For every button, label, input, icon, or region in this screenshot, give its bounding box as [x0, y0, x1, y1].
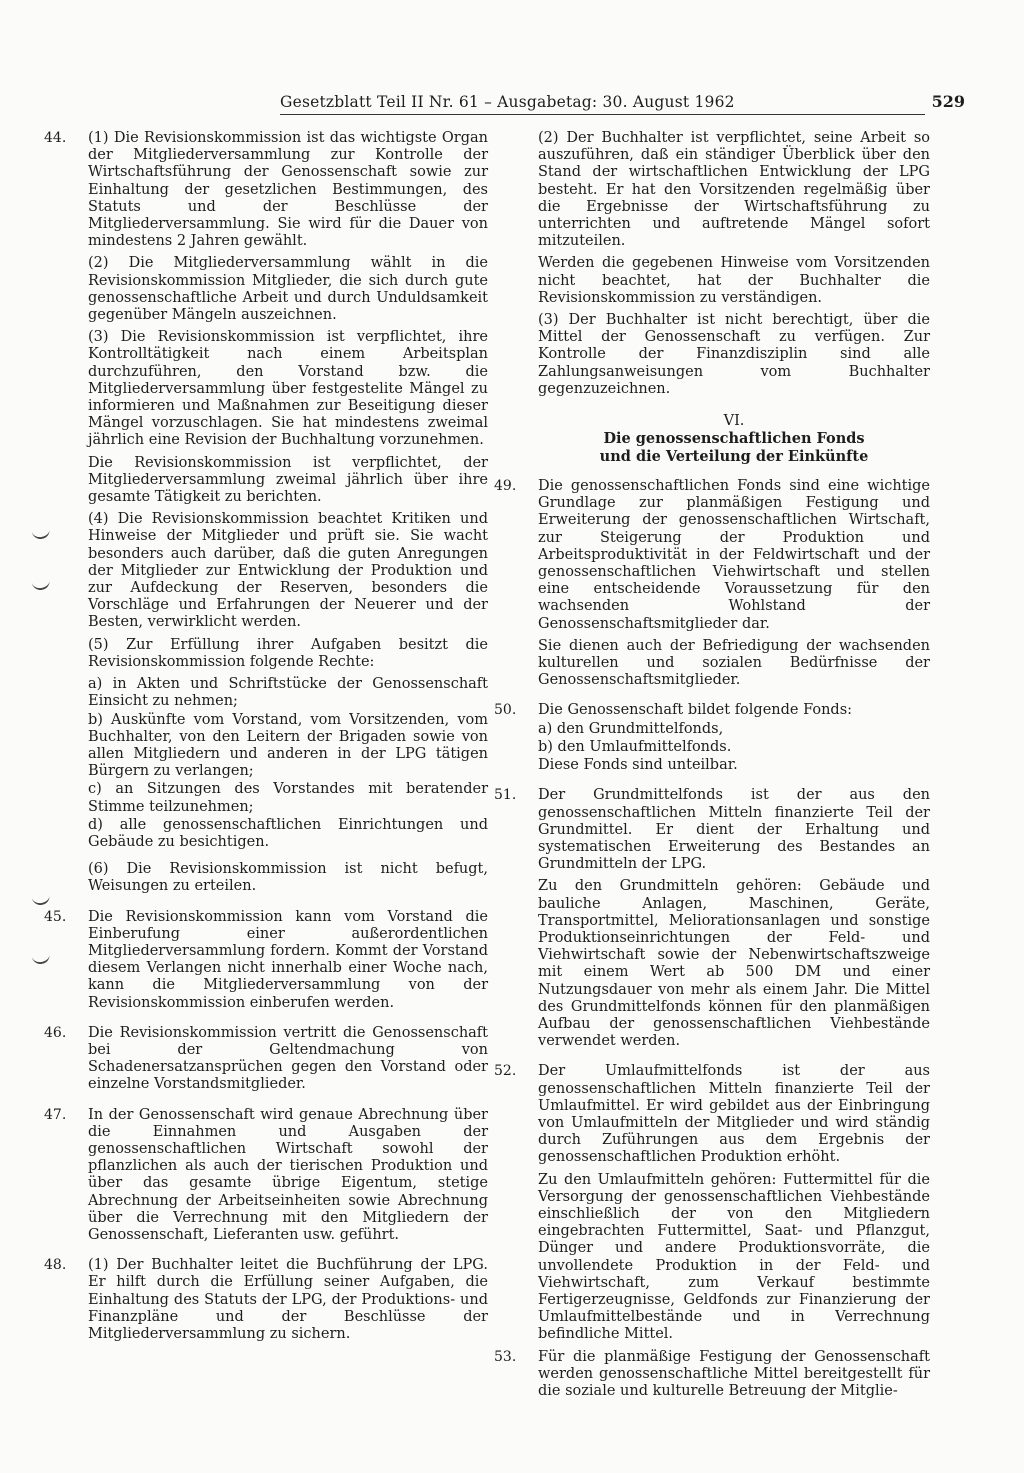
- right-column: [494, 130, 930, 1405]
- article-50: [494, 702, 930, 774]
- paragraph: Zu den Grundmitteln gehören: Gebäude und bauliche Anlagen, Maschinen, Geräte, Transportmittel, Meliorationsanlagen und sonstige Produktionseinrichtungen der Feld- und Viehwirtschaft sowie der Nebenwirtschaftszweige mit einem Wert ab 500 DM und einer Nutzungsdauer von mehr als einem Jahr. Die Mittel des Grundmittelfonds können für den planmäßigen Aufbau der genossenschaftlichen Viehbestände verwendet werden.: [538, 878, 930, 1050]
- paragraph: (2) Die Mitgliederversammlung wählt in die Revisionskommission Mitglieder, die sich durch gute genossenschaftliche Arbeit und durch Unduldsamkeit gegenüber Mängeln auszeichnen.: [88, 255, 488, 324]
- paragraph: Diese Fonds sind unteilbar.: [538, 757, 738, 774]
- paragraph: (1) Die Revisionskommission ist das wichtigste Organ der Mitgliederversammlung zur Kontrolle der Wirtschaftsführung der Genossenschaft sowie zur Einhaltung der gesetzlichen Bestimmungen, des Statuts und der Beschlüsse der Mitgliederversammlung. Sie wird für die Dauer von mindestens 2 Jahren gewählt.: [88, 130, 488, 250]
- margin-check-mark: [31, 577, 50, 591]
- paragraph: Der Umlaufmittelfonds ist der aus genossenschaftlichen Mitteln finanzierte Teil der Umlaufmittel. Er wird gebildet aus der Einbringung von Umlaufmitteln der Mitglieder und wird ständig durch Zuführungen aus dem Ergebnis der genossenschaftlichen Produktion erhöht.: [538, 1063, 930, 1166]
- paragraph: (3) Die Revisionskommission ist verpflichtet, ihre Kontrolltätigkeit nach einem Arbeitsplan durchzuführen, den Vorstand bzw. die Mitgliederversammlung über festgestelite Mängel zu informieren und Maßnahmen zur Beseitigung dieser Mängel vorzuschlagen. Sie hat mindestens zweimal jährlich eine Revision der Buchhaltung vorzunehmen.: [88, 329, 488, 449]
- list-item: c) an Sitzungen des Vorstandes mit beratender Stimme teilzunehmen;: [88, 781, 488, 815]
- article-46: [44, 1024, 488, 1094]
- section-heading: [538, 412, 930, 466]
- paragraph: (3) Der Buchhalter ist nicht berechtigt, über die Mittel der Genossenschaft zu verfügen. Zur Kontrolle der Finanzdisziplin sind alle Zahlungsanweisungen vom Buchhalter gegenzuzeichnen.: [538, 312, 930, 397]
- margin-check-mark: [31, 892, 50, 906]
- left-column: [44, 130, 488, 1348]
- margin-check-mark: [31, 951, 50, 965]
- list-item: a) in Akten und Schriftstücke der Genossenschaft Einsicht zu nehmen;: [88, 676, 488, 710]
- paragraph: Die Revisionskommission vertritt die Genossenschaft bei der Geltendmachung von Schadenersatzansprüchen gegen den Vorstand oder einzelne Vorstandsmitglieder.: [88, 1024, 488, 1093]
- paragraph: Die genossenschaftlichen Fonds sind eine wichtige Grundlage zur planmäßigen Festigung und Erweiterung der genossenschaftlichen Wirtschaft, zur Steigerung der Produktion und Arbeitsproduktivität in der Feldwirtschaft und der genossenschaftlichen Viehwirtschaft und stellen eine entscheidende Voraussetzung für den wachsenden Wohlstand der Genossenschaftsmitglieder dar.: [538, 478, 930, 632]
- paragraph: (4) Die Revisionskommission beachtet Kritiken und Hinweise der Mitglieder und prüft sie. Sie wacht besonders auch darüber, daß die guten Anregungen der Mitglieder zur Entwicklung der Produktion und zur Aufdeckung der Reserven, besonders die Vorschläge und Erfahrungen der Neuerer und der Besten, verwirklicht werden.: [88, 511, 488, 631]
- paragraph: Für die planmäßige Festigung der Genossenschaft werden genossenschaftliche Mittel bereitgestellt für die soziale und kulturelle Betreuung der Mitglie-: [538, 1348, 930, 1399]
- article-number: 53.: [494, 1348, 517, 1365]
- article-number: 48.: [44, 1257, 67, 1274]
- page-header: [280, 92, 965, 115]
- article-number: 45.: [44, 908, 67, 925]
- section-title-line: Die genossenschaftlichen Fonds: [603, 430, 865, 448]
- paragraph: Die Genossenschaft bildet folgende Fonds:: [538, 702, 853, 719]
- list-item: d) alle genossenschaftlichen Einrichtungen und Gebäude zu besichtigen.: [88, 816, 488, 850]
- article-number: 50.: [494, 702, 517, 719]
- paragraph: (6) Die Revisionskommission ist nicht befugt, Weisungen zu erteilen.: [88, 861, 488, 895]
- article-53: [494, 1348, 930, 1401]
- article-number: 46.: [44, 1024, 67, 1041]
- paragraph: (2) Der Buchhalter ist verpflichtet, seine Arbeit so auszuführen, daß ein ständiger Überblick über den Stand der wirtschaftlichen Entwicklung der LPG besteht. Er hat den Vorsitzenden regelmäßig über die Ergebnisse der Wirtschaftsführung zu unterrichten und auftretende Mängel sofort mitzuteilen.: [538, 130, 930, 250]
- list-item: b) den Umlaufmittelfonds.: [538, 738, 732, 755]
- article-47: [44, 1106, 488, 1245]
- article-number: 51.: [494, 787, 517, 804]
- article-44: [44, 130, 488, 896]
- paragraph: Die Revisionskommission ist verpflichtet, der Mitgliederversammlung zweimal jährlich über ihre gesamte Tätigkeit zu berichten.: [88, 454, 488, 506]
- paragraph: Werden die gegebenen Hinweise vom Vorsitzenden nicht beachtet, hat der Buchhalter die Revisionskommission zu verständigen.: [538, 255, 930, 306]
- paragraph: Zu den Umlaufmitteln gehören: Futtermittel für die Versorgung der genossenschaftlichen Viehbestände einschließlich der von den Mitgliedern eingebrachten Futtermittel, Saat- und Pflanzgut, Dünger und andere Produktionsvorräte, die unvollendete Produktion in der Feld- und Viehwirtschaft, zum Verkauf bestimmte Fertigerzeugnisse, Geldfonds zur Finanzierung der Umlaufmittelbestände und in Verrechnung befindliche Mittel.: [538, 1171, 930, 1343]
- paragraph: In der Genossenschaft wird genaue Abrechnung über die Einnahmen und Ausgaben der genossenschaftlichen Wirtschaft sowohl der pflanzlichen als auch der tierischen Produktion und über das gesamte übrige Eigentum, stetige Abrechnung der Arbeitseinheiten sowie Abrechnung über die Verrechnung mit den Mitgliedern der Genossenschaft, Lieferanten usw. geführt.: [88, 1106, 488, 1243]
- paragraph: Der Grundmittelfonds ist der aus den genossenschaftlichen Mitteln finanzierte Teil der Grundmittel. Er dient der Erhaltung und systematischen Erweiterung des Bestandes an Grundmitteln der LPG.: [538, 787, 930, 873]
- article-48: [44, 1257, 488, 1343]
- page-number: 529: [931, 92, 965, 111]
- article-number: 44.: [44, 130, 67, 146]
- article-52: [494, 1063, 930, 1343]
- article-number: 52.: [494, 1063, 517, 1080]
- paragraph: Die Revisionskommission kann vom Vorstand die Einberufung einer außerordentlichen Mitgliederversammlung fordern. Kommt der Vorstand diesem Verlangen nicht innerhalb einer Woche nach, kann die Mitgliederversammlung von der Revisionskommission einberufen werden.: [88, 908, 488, 1011]
- article-49: [494, 478, 930, 689]
- list-item: b) Auskünfte vom Vorstand, vom Vorsitzenden, vom Buchhalter, von den Leitern der Brigaden sowie von allen Mitgliedern und anderen in der LPG tätigen Bürgern zu verlangen;: [88, 711, 488, 780]
- section-title-line: und die Verteilung der Einkünfte: [599, 448, 869, 466]
- header-title: Gesetzblatt Teil II Nr. 61 – Ausgabetag: 30. August 1962: [280, 93, 735, 111]
- article-number: 49.: [494, 478, 517, 495]
- paragraph: Sie dienen auch der Befriedigung der wachsenden kulturellen und sozialen Bedürfnisse der Genossenschaftsmitglieder.: [538, 637, 930, 689]
- margin-check-mark: [31, 526, 50, 540]
- article-51: [494, 787, 930, 1050]
- paragraph: (5) Zur Erfüllung ihrer Aufgaben besitzt die Revisionskommission folgende Rechte:: [88, 636, 488, 670]
- article-45: [44, 908, 488, 1012]
- paragraph: (1) Der Buchhalter leitet die Buchführung der LPG. Er hilft durch die Erfüllung seiner Aufgaben, die Einhaltung des Statuts der LPG, der Produktions- und Finanzpläne und der Beschlüsse der Mitgliederversammlung zu sichern.: [88, 1257, 488, 1342]
- section-number: VI.: [723, 413, 745, 430]
- article-number: 47.: [44, 1106, 67, 1123]
- article-48-continued: [538, 130, 930, 398]
- list-item: a) den Grundmittelfonds,: [538, 720, 724, 737]
